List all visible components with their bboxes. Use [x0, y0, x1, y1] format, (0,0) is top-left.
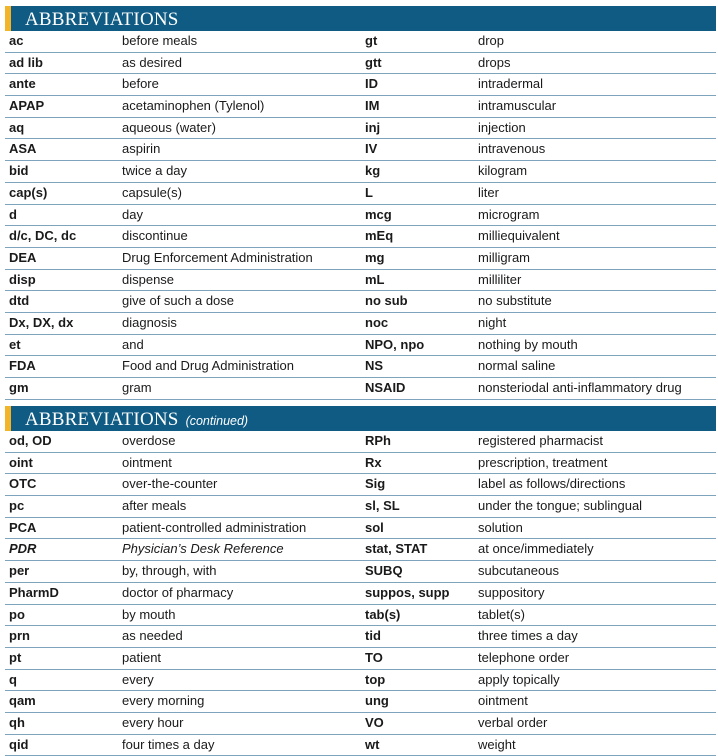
meaning-cell: four times a day [122, 736, 215, 752]
meaning-cell: before meals [122, 33, 198, 48]
table-header-banner [5, 6, 716, 31]
table-row [5, 691, 716, 713]
meaning-cell: night [478, 314, 507, 330]
abbreviation-cell: et [9, 336, 21, 352]
table-row [5, 561, 716, 583]
meaning-cell: suppository [478, 584, 545, 600]
abbreviation-cell: pc [9, 498, 25, 514]
abbreviation-cell: DEA [9, 249, 37, 265]
meaning-cell: intradermal [478, 76, 544, 92]
meaning-cell: weight [478, 736, 516, 752]
abbreviation-cell: APAP [9, 98, 45, 114]
table-row [5, 626, 716, 648]
meaning-cell: telephone order [478, 649, 570, 665]
table-row [5, 583, 716, 605]
abbreviation-cell: L [365, 184, 373, 200]
abbreviation-cell: PCA [9, 519, 37, 535]
table-row [5, 139, 716, 161]
meaning-cell: verbal order [478, 714, 548, 730]
meaning-cell: overdose [122, 433, 176, 448]
meaning-cell: over-the-counter [122, 476, 218, 492]
table-row [5, 161, 716, 183]
meaning-cell: doctor of pharmacy [122, 584, 234, 600]
table-title-text: ABBREVIATIONS [25, 409, 179, 430]
abbreviation-cell: dtd [9, 293, 30, 309]
table-subtitle: (continued) [185, 414, 249, 428]
abbreviation-cell: NPO, npo [365, 336, 425, 352]
table-row [5, 270, 716, 292]
meaning-cell: under the tongue; sublingual [478, 498, 643, 514]
meaning-cell: before [122, 76, 159, 92]
table-title [25, 409, 248, 431]
abbreviation-cell: PDR [9, 541, 37, 557]
meaning-cell: every hour [122, 714, 184, 730]
abbreviation-cell: IV [365, 141, 378, 157]
table-row [5, 291, 716, 313]
table-row [5, 226, 716, 248]
meaning-cell: solution [478, 519, 523, 535]
abbreviation-cell: disp [9, 271, 36, 287]
meaning-cell: label as follows/directions [478, 476, 626, 492]
abbreviation-cell: od, OD [9, 433, 52, 448]
abbreviation-cell: qid [9, 736, 29, 752]
table-row [5, 605, 716, 627]
table-row [5, 431, 716, 453]
table-row [5, 335, 716, 357]
meaning-cell: Food and Drug Administration [122, 358, 294, 374]
meaning-cell: by mouth [122, 606, 176, 622]
meaning-cell: dispense [122, 271, 175, 287]
abbreviation-cell: gt [365, 33, 378, 48]
meaning-cell: as desired [122, 54, 182, 70]
abbreviation-cell: NS [365, 358, 384, 374]
meaning-cell: normal saline [478, 358, 556, 374]
meaning-cell: after meals [122, 498, 187, 514]
abbreviation-cell: qh [9, 714, 25, 730]
abbreviation-cell: mcg [365, 206, 392, 222]
abbreviation-cell: sol [365, 519, 384, 535]
meaning-cell: by, through, with [122, 563, 217, 579]
table-body [5, 31, 716, 400]
meaning-cell: aqueous (water) [122, 119, 216, 135]
meaning-cell: ointment [478, 693, 528, 709]
abbreviation-cell: pt [9, 649, 22, 665]
meaning-cell: intravenous [478, 141, 546, 157]
abbreviation-cell: ASA [9, 141, 37, 157]
meaning-cell: Physician’s Desk Reference [122, 541, 284, 557]
abbreviations-continued-table [5, 406, 716, 756]
abbreviation-cell: ID [365, 76, 378, 92]
meaning-cell: and [122, 336, 144, 352]
abbreviation-cell: Rx [365, 454, 382, 470]
abbreviation-cell: q [9, 671, 17, 687]
meaning-cell: intramuscular [478, 98, 557, 114]
meaning-cell: registered pharmacist [478, 433, 603, 448]
abbreviation-cell: cap(s) [9, 184, 48, 200]
table-row [5, 74, 716, 96]
table-row [5, 248, 716, 270]
abbreviation-cell: IM [365, 98, 380, 114]
abbreviation-cell: kg [365, 163, 381, 179]
abbreviation-cell: SUBQ [365, 563, 403, 579]
abbreviation-cell: bid [9, 163, 29, 179]
abbreviation-cell: po [9, 606, 25, 622]
meaning-cell: three times a day [478, 628, 578, 644]
abbreviation-cell: gm [9, 380, 29, 395]
abbreviation-cell: gtt [365, 54, 382, 70]
abbreviation-cell: NSAID [365, 380, 406, 395]
abbreviation-cell: Dx, DX, dx [9, 314, 74, 330]
abbreviation-cell: ung [365, 693, 389, 709]
meaning-cell: milliequivalent [478, 228, 560, 244]
abbreviation-cell: inj [365, 119, 381, 135]
meaning-cell: patient-controlled administration [122, 519, 307, 535]
abbreviation-cell: PharmD [9, 584, 59, 600]
table-row [5, 313, 716, 335]
table-row [5, 118, 716, 140]
abbreviation-cell: OTC [9, 476, 37, 492]
table-row [5, 205, 716, 227]
meaning-cell: give of such a dose [122, 293, 235, 309]
table-header-banner [5, 406, 716, 431]
table-row [5, 518, 716, 540]
abbreviation-cell: mg [365, 249, 385, 265]
abbreviation-cell: ac [9, 33, 24, 48]
table-row [5, 31, 716, 53]
meaning-cell: microgram [478, 206, 540, 222]
meaning-cell: tablet(s) [478, 606, 525, 622]
abbreviation-cell: d/c, DC, dc [9, 228, 77, 244]
meaning-cell: as needed [122, 628, 183, 644]
meaning-cell: every [122, 671, 154, 687]
meaning-cell: nothing by mouth [478, 336, 578, 352]
abbreviations-table [5, 6, 716, 400]
abbreviation-cell: FDA [9, 358, 36, 374]
meaning-cell: aspirin [122, 141, 161, 157]
meaning-cell: discontinue [122, 228, 188, 244]
meaning-cell: no substitute [478, 293, 552, 309]
abbreviation-cell: sl, SL [365, 498, 400, 514]
table-title: ABBREVIATIONS [25, 9, 179, 30]
table-row [5, 648, 716, 670]
abbreviation-cell: tid [365, 628, 381, 644]
abbreviation-cell: suppos, supp [365, 584, 450, 600]
table-row [5, 539, 716, 561]
table-row [5, 670, 716, 692]
abbreviation-cell: RPh [365, 433, 391, 448]
abbreviation-cell: top [365, 671, 386, 687]
meaning-cell: ointment [122, 454, 172, 470]
table-body [5, 431, 716, 756]
abbreviation-cell: aq [9, 119, 25, 135]
meaning-cell: milligram [478, 249, 530, 265]
abbreviation-cell: TO [365, 649, 383, 665]
table-row [5, 713, 716, 735]
abbreviation-cell: prn [9, 628, 30, 644]
table-row [5, 183, 716, 205]
meaning-cell: patient [122, 649, 162, 665]
meaning-cell: Drug Enforcement Administration [122, 249, 313, 265]
abbreviation-cell: oint [9, 454, 33, 470]
abbreviation-cell: mL [365, 271, 385, 287]
meaning-cell: kilogram [478, 163, 528, 179]
table-row [5, 735, 716, 756]
meaning-cell: every morning [122, 693, 205, 709]
meaning-cell: acetaminophen (Tylenol) [122, 98, 265, 114]
meaning-cell: day [122, 206, 143, 222]
abbreviation-cell: ad lib [9, 54, 43, 70]
table-row [5, 474, 716, 496]
meaning-cell: prescription, treatment [478, 454, 608, 470]
abbreviation-cell: no sub [365, 293, 408, 309]
abbreviation-cell: d [9, 206, 17, 222]
table-row [5, 496, 716, 518]
meaning-cell: nonsteriodal anti-inflammatory drug [478, 380, 682, 395]
meaning-cell: subcutaneous [478, 563, 559, 579]
abbreviation-cell: ante [9, 76, 36, 92]
table-row [5, 356, 716, 378]
meaning-cell: at once/immediately [478, 541, 594, 557]
abbreviation-cell: tab(s) [365, 606, 401, 622]
meaning-cell: liter [478, 184, 499, 200]
table-row [5, 53, 716, 75]
abbreviation-cell: per [9, 563, 30, 579]
abbreviation-cell: VO [365, 714, 384, 730]
table-row [5, 378, 716, 400]
meaning-cell: diagnosis [122, 314, 177, 330]
meaning-cell: gram [122, 380, 152, 395]
meaning-cell: drop [478, 33, 505, 48]
meaning-cell: injection [478, 119, 526, 135]
meaning-cell: milliliter [478, 271, 522, 287]
abbreviation-cell: noc [365, 314, 389, 330]
abbreviation-cell: stat, STAT [365, 541, 428, 557]
table-row [5, 96, 716, 118]
meaning-cell: drops [478, 54, 511, 70]
abbreviation-cell: Sig [365, 476, 386, 492]
meaning-cell: twice a day [122, 163, 188, 179]
meaning-cell: capsule(s) [122, 184, 182, 200]
meaning-cell: apply topically [478, 671, 560, 687]
table-row [5, 453, 716, 475]
abbreviation-cell: qam [9, 693, 36, 709]
abbreviation-cell: wt [365, 736, 380, 752]
abbreviation-cell: mEq [365, 228, 394, 244]
